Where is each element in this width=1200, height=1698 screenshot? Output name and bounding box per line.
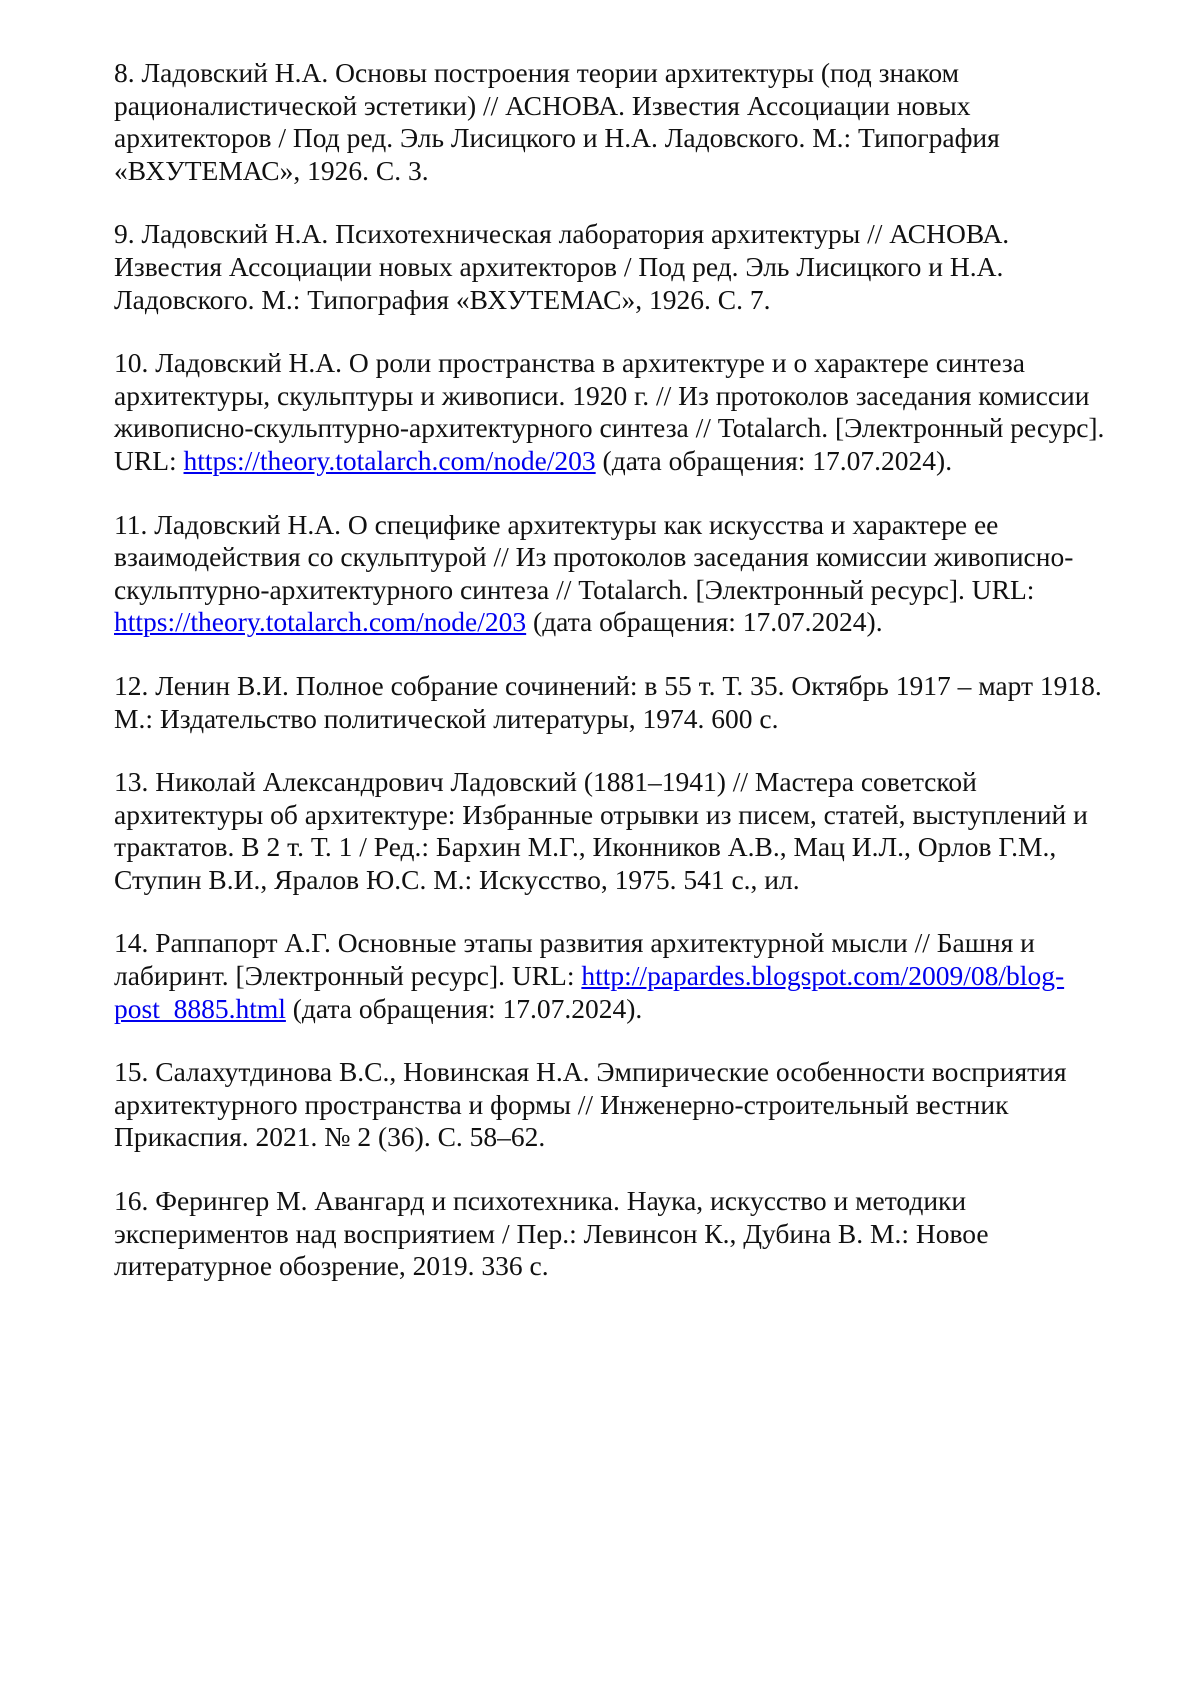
reference-item-12: 12. Ленин В.И. Полное собрание сочинений: в 55 т. Т. 35. Октябрь 1917 – март 1918. М.: Издательство политической литературы, 1974. 600 с. — [114, 669, 1102, 734]
reference-list — [114, 57, 1124, 1314]
reference-item-10 — [114, 347, 1124, 477]
reference-link[interactable]: https://theory.totalarch.com/node/203 — [183, 444, 596, 476]
reference-item-8: 8. Ладовский Н.А. Основы построения теории архитектуры (под знаком рационалистической эстетики) // АСНОВА. Известия Ассоциации новых архитекторов / Под ред. Эль Лисицкого и Н.А. Ладовского. М.: Типография «ВХУТЕМАС», 1926. С. 3. — [114, 57, 1000, 186]
reference-item-9: 9. Ладовский Н.А. Психотехническая лаборатория архитектуры // АСНОВА. Известия Ассоциации новых архитекторов / Под ред. Эль Лисицкого и Н.А. Ладовского. М.: Типография «ВХУТЕМАС», 1926. С. 7. — [114, 218, 1010, 315]
reference-link[interactable]: http://papardes.blogspot.com/2009/08/blog-post_8885.html — [114, 960, 1065, 1024]
reference-text: (дата обращения: 17.07.2024). — [526, 606, 883, 638]
reference-item-16: 16. Ферингер М. Авангард и психотехника. Наука, искусство и методики экспериментов над восприятием / Пер.: Левинсон К., Дубина В. М.: Новое литературное обозрение, 2019. 336 с. — [114, 1185, 989, 1282]
reference-link[interactable]: https://theory.totalarch.com/node/203 — [114, 606, 527, 638]
reference-item-11 — [114, 509, 1124, 639]
reference-text: 11. Ладовский Н.А. О специфике архитектуры как искусства и характере ее взаимодействия со скульптурой // Из протоколов заседания комиссии живописно-скульптурно-архитектурного синтеза // Totalarch. [Электронный ресурс]. URL: — [114, 508, 1074, 605]
reference-text: (дата обращения: 17.07.2024). — [285, 992, 643, 1024]
reference-text: 14. Раппапорт А.Г. Основные этапы развития архитектурной мысли // Башня и лабиринт. [Электронный ресурс]. URL: — [114, 927, 1035, 992]
reference-text: 10. Ладовский Н.А. О роли пространства в архитектуре и о характере синтеза архитектуры, скульптуры и живописи. 1920 г. // Из протоколов заседания комиссии живописно-скульптурно-архитектурного синтеза // Totalarch. [Электронный ресурс]. URL: — [114, 347, 1105, 476]
reference-item-14 — [114, 927, 1124, 1025]
reference-item-13: 13. Николай Александрович Ладовский (1881–1941) // Мастера советской архитектуры об архитектуре: Избранные отрывки из писем, статей, выступлений и трактатов. В 2 т. Т. 1 / Ред.: Бархин М.Г., Иконников А.В., Мац И.Л., Орлов Г.М., Ступин В.И., Яралов Ю.С. М.: Искусство, 1975. 541 с., ил. — [114, 766, 1088, 895]
reference-text: (дата обращения: 17.07.2024). — [595, 444, 953, 476]
reference-item-15: 15. Салахутдинова В.С., Новинская Н.А. Эмпирические особенности восприятия архитектурного пространства и формы // Инженерно-строительный вестник Прикаспия. 2021. № 2 (36). С. 58–62. — [114, 1056, 1067, 1153]
